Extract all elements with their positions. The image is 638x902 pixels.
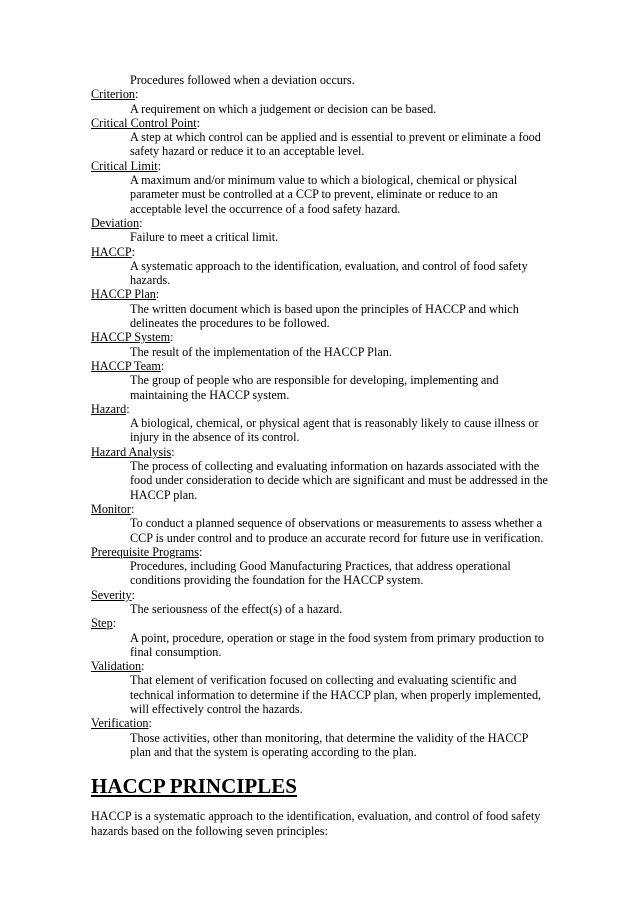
definition-text: The written document which is based upon the principles of HACCP and which delineates the procedures to be followed. (130, 301, 519, 331)
definition-entry (91, 359, 551, 402)
definition-term (91, 402, 551, 416)
definition-text: Failure to meet a critical limit. (130, 230, 279, 245)
term-colon: : (131, 587, 136, 602)
term-colon: : (157, 158, 162, 173)
definition-term (91, 616, 551, 630)
definition-term-text: Severity (91, 587, 132, 602)
definition-entry (91, 402, 551, 445)
definition-text: The seriousness of the effect(s) of a hazard. (130, 601, 343, 616)
definition-entry (91, 116, 551, 159)
term-colon: : (155, 287, 160, 302)
term-colon: : (126, 401, 130, 416)
definition-term (91, 245, 551, 259)
definition-term (91, 502, 551, 516)
definition-term (91, 588, 551, 602)
lead-text: Procedures followed when a deviation occurs. (130, 73, 355, 87)
document-page (91, 73, 551, 838)
definition-entry (91, 545, 551, 588)
definition-term (91, 445, 551, 459)
definition-term-text: Validation (91, 659, 142, 674)
definition-term (91, 716, 551, 730)
definition-term-text: Critical Control Point (91, 115, 197, 130)
definition-entry (91, 330, 551, 359)
term-colon: : (196, 115, 201, 130)
definition-term-text: Critical Limit (91, 158, 158, 173)
definition-term-text: Verification (91, 716, 149, 731)
term-colon: : (171, 444, 175, 459)
definition-text: That element of verification focused on collecting and evaluating scientific and technical information to determine if the HACCP plan, when properly implemented, will effectively control the hazards. (130, 673, 542, 717)
definition-term-text: Hazard Analysis (91, 444, 172, 459)
term-colon: : (170, 330, 174, 345)
definition-term-text: HACCP System (91, 330, 171, 345)
definition-term-text: Step (91, 616, 113, 631)
definition-entry (91, 159, 551, 216)
definition-text: The group of people who are responsible for developing, implementing and maintaining the HACCP system. (130, 373, 499, 402)
term-colon: : (135, 87, 139, 102)
term-colon: : (198, 544, 203, 559)
definition-term (91, 87, 551, 101)
definition-entry (91, 445, 551, 502)
definition-term-text: Prerequisite Programs (91, 544, 199, 559)
definition-entry (91, 616, 551, 659)
definition-term-text: Hazard (91, 401, 127, 416)
definition-entry (91, 87, 551, 116)
definition-term-text: HACCP Team (91, 358, 161, 373)
definition-entry (91, 716, 551, 759)
definition-text: A requirement on which a judgement or decision can be based. (130, 101, 437, 116)
definition-text: Procedures, including Good Manufacturing Practices, that address operational conditions providing the foundation for the HACCP system. (130, 559, 511, 588)
intro-text: HACCP is a systematic approach to the identification, evaluation, and control of food safety hazards based on the following seven principles: (91, 809, 541, 838)
definition-text: A systematic approach to the identification, evaluation, and control of food safety hazards. (130, 258, 528, 288)
definition-term-text: Deviation (91, 215, 140, 230)
section-heading: HACCP PRINCIPLES (91, 774, 297, 799)
definition-term (91, 116, 551, 130)
definition-text: To conduct a planned sequence of observations or measurements to assess whether a CCP is under control and to produce an accurate record for future use in verification. (130, 516, 544, 545)
definition-term (91, 545, 551, 559)
term-colon: : (141, 659, 145, 674)
definition-entry (91, 287, 551, 330)
definition-entry (91, 245, 551, 288)
definition-text: Those activities, other than monitoring, that determine the validity of the HACCP plan and that the system is operating according to the plan. (130, 730, 528, 759)
definitions-list (91, 87, 551, 759)
definition-entry (91, 659, 551, 716)
term-colon: : (131, 244, 136, 259)
definition-entry (91, 502, 551, 545)
definition-text: A maximum and/or minimum value to which a biological, chemical or physical parameter must be controlled at a CCP to prevent, eliminate or reduce to an acceptable level the occurrence of a food safety hazard. (130, 173, 518, 216)
definition-term-text: HACCP Plan (91, 287, 156, 302)
definition-term-text: HACCP (91, 244, 132, 259)
definition-term (91, 159, 551, 173)
term-colon: : (148, 716, 152, 731)
definition-text: The result of the implementation of the HACCP Plan. (130, 344, 392, 359)
definition-term-text: Monitor (91, 501, 131, 516)
definition-entry (91, 588, 551, 617)
term-colon: : (112, 616, 117, 631)
definition-text: A step at which control can be applied and is essential to prevent or eliminate a food safety hazard or reduce it to an acceptable level. (130, 130, 541, 159)
definition-term (91, 287, 551, 301)
definition-text: A biological, chemical, or physical agent that is reasonably likely to cause illness or injury in the absence of its control. (130, 416, 539, 445)
definition-term (91, 330, 551, 344)
term-colon: : (160, 358, 165, 373)
definition-entry (91, 216, 551, 245)
definition-term (91, 216, 551, 230)
definition-term (91, 659, 551, 673)
definition-text: The process of collecting and evaluating information on hazards associated with the food under consideration to decide which are significant and must be addressed in the HACCP plan. (130, 459, 548, 502)
definition-term (91, 359, 551, 373)
definition-term-text: Criterion (91, 87, 136, 102)
term-colon: : (139, 215, 143, 230)
definition-text: A point, procedure, operation or stage in the food system from primary production to final consumption. (130, 630, 544, 659)
term-colon: : (130, 501, 135, 516)
